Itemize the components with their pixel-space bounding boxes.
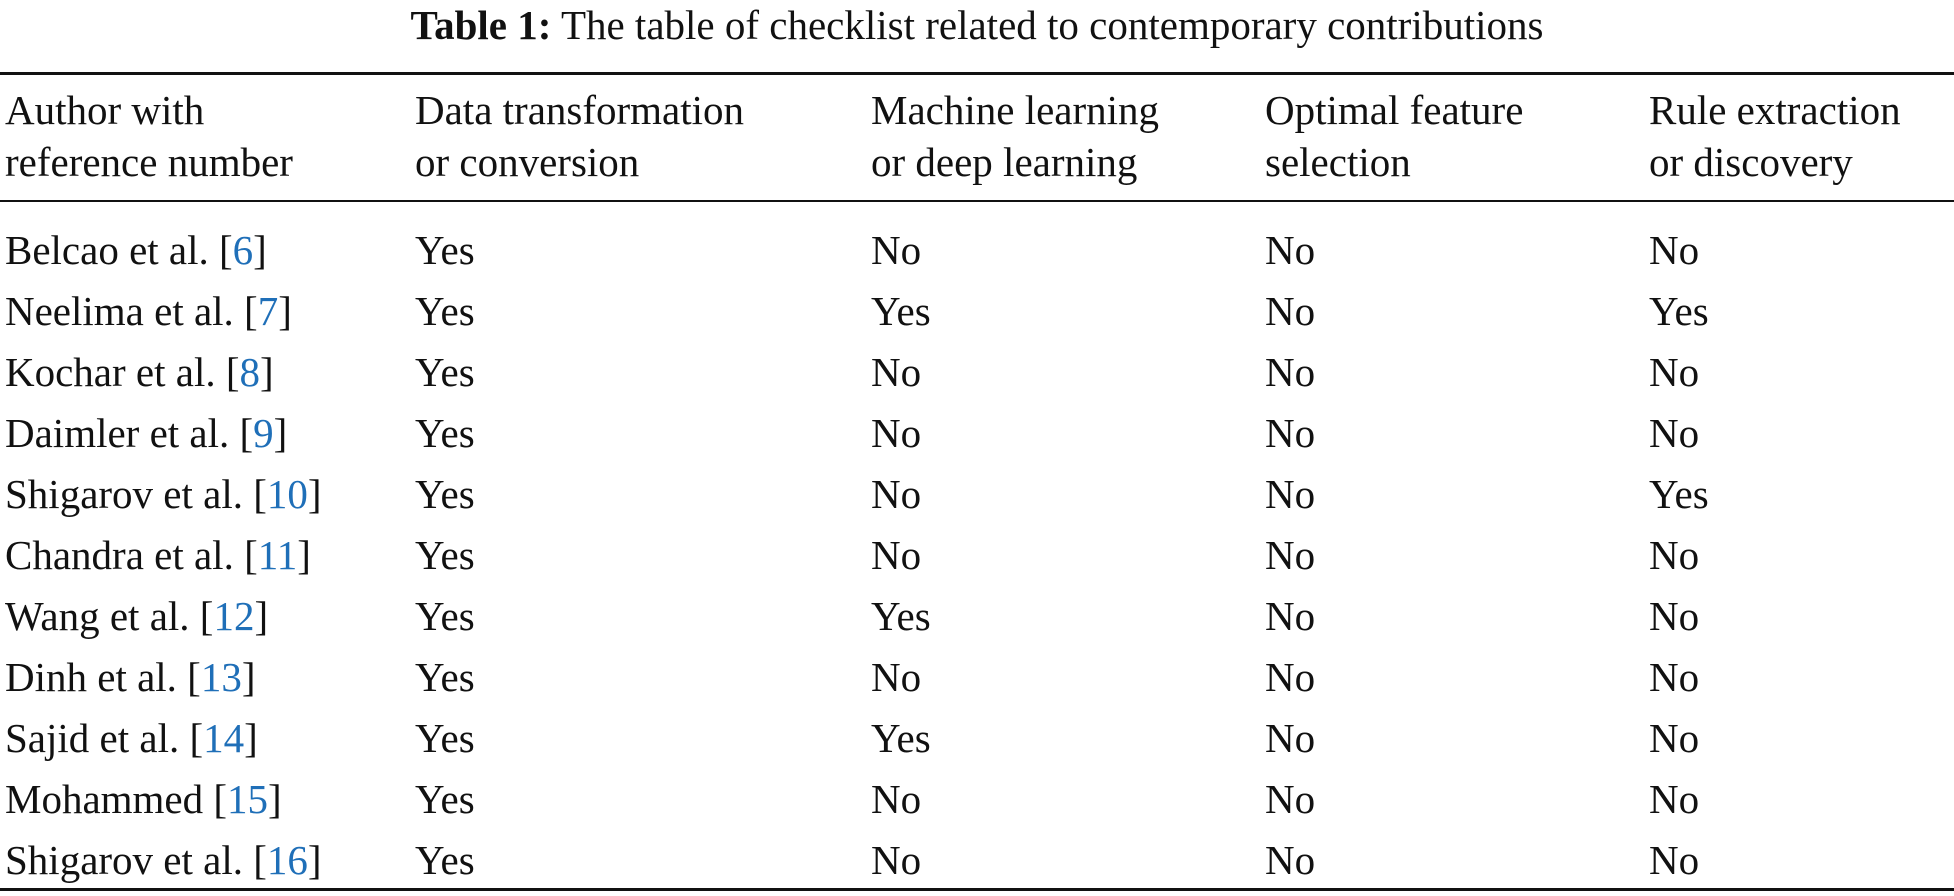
data-transformation-cell: Yes (415, 471, 475, 517)
header-rule-extraction (1644, 84, 1954, 202)
rule-extraction-cell: No (1649, 776, 1700, 822)
machine-learning-cell: No (871, 349, 922, 395)
author-name: Chandra et al. [ (5, 532, 258, 578)
optimal-feature-cell: No (1265, 471, 1316, 517)
table-row (0, 281, 1954, 342)
reference-bracket: ] (297, 532, 311, 578)
header-machine-learning (866, 84, 1260, 202)
machine-learning-cell: No (871, 471, 922, 517)
reference-bracket: ] (307, 837, 322, 883)
rule-extraction-cell: No (1649, 532, 1700, 578)
author-cell (0, 281, 410, 342)
reference-link[interactable]: 10 (266, 471, 308, 517)
header-data-transformation (410, 84, 866, 202)
header-optimal-feature-line-2: selection (1265, 139, 1411, 185)
machine-learning-cell: No (871, 410, 922, 456)
author-cell (0, 464, 410, 525)
reference-bracket: ] (260, 349, 274, 395)
reference-link[interactable]: 14 (203, 715, 245, 761)
reference-link[interactable]: 11 (257, 532, 298, 578)
reference-bracket: ] (244, 715, 258, 761)
rule-extraction-cell: No (1649, 227, 1700, 273)
header-data-transformation-line-2: or conversion (415, 139, 640, 185)
table-row (0, 708, 1954, 769)
reference-bracket: ] (273, 410, 288, 456)
author-cell (0, 403, 410, 464)
author-cell (0, 202, 410, 281)
data-transformation-cell: Yes (415, 532, 475, 578)
reference-link[interactable]: 9 (253, 410, 274, 456)
header-row (0, 84, 1954, 202)
reference-bracket: ] (268, 776, 282, 822)
table-row (0, 647, 1954, 708)
reference-bracket: ] (278, 288, 292, 334)
table-header-rule (0, 200, 1954, 202)
author-name: Wang et al. [ (5, 593, 214, 639)
machine-learning-cell: Yes (871, 715, 931, 761)
rule-extraction-cell: No (1649, 410, 1700, 456)
rule-extraction-cell: Yes (1649, 471, 1709, 517)
caption-text: The table of checklist related to contemporary contributions (560, 2, 1544, 48)
table-row (0, 342, 1954, 403)
rule-extraction-cell: Yes (1649, 288, 1709, 334)
optimal-feature-cell: No (1265, 288, 1316, 334)
machine-learning-cell: Yes (871, 593, 931, 639)
table-row (0, 586, 1954, 647)
table-top-rule (0, 72, 1954, 75)
data-transformation-cell: Yes (415, 715, 475, 761)
machine-learning-cell: No (871, 654, 922, 700)
machine-learning-cell: No (871, 776, 922, 822)
author-name: Mohammed [ (5, 776, 228, 822)
reference-link[interactable]: 15 (227, 776, 269, 822)
header-rule-extraction-line-1: Rule extraction (1649, 87, 1901, 133)
reference-link[interactable]: 6 (232, 227, 254, 273)
table-caption (0, 0, 1954, 50)
data-transformation-cell: Yes (415, 837, 475, 883)
machine-learning-cell: No (871, 837, 922, 883)
header-data-transformation-line-1: Data transformation (415, 87, 745, 133)
table-row (0, 403, 1954, 464)
author-name: Sajid et al. [ (5, 715, 204, 761)
rule-extraction-cell: No (1649, 715, 1700, 761)
optimal-feature-cell: No (1265, 349, 1316, 395)
header-optimal-feature-line-1: Optimal feature (1265, 87, 1524, 133)
optimal-feature-cell: No (1265, 715, 1316, 761)
optimal-feature-cell: No (1265, 410, 1316, 456)
author-name: Dinh et al. [ (5, 654, 201, 700)
reference-bracket: ] (253, 227, 267, 273)
header-rule-extraction-line-2: or discovery (1649, 139, 1853, 185)
table-row (0, 464, 1954, 525)
optimal-feature-cell: No (1265, 837, 1316, 883)
data-transformation-cell: Yes (415, 288, 475, 334)
data-transformation-cell: Yes (415, 349, 475, 395)
author-cell (0, 708, 410, 769)
optimal-feature-cell: No (1265, 532, 1316, 578)
reference-link[interactable]: 13 (200, 654, 242, 700)
data-transformation-cell: Yes (415, 410, 475, 456)
table-bottom-rule (0, 888, 1954, 891)
machine-learning-cell: No (871, 532, 922, 578)
rule-extraction-cell: No (1649, 593, 1700, 639)
checklist-table (0, 84, 1954, 891)
reference-link[interactable]: 7 (257, 288, 279, 334)
reference-bracket: ] (241, 654, 256, 700)
header-author-line-1: Author with (5, 87, 205, 133)
reference-link[interactable]: 16 (266, 837, 308, 883)
author-cell (0, 830, 410, 891)
header-machine-learning-line-1: Machine learning (871, 87, 1160, 133)
header-machine-learning-line-2: or deep learning (871, 139, 1138, 185)
author-name: Shigarov et al. [ (5, 837, 267, 883)
data-transformation-cell: Yes (415, 654, 475, 700)
reference-bracket: ] (307, 471, 322, 517)
data-transformation-cell: Yes (415, 776, 475, 822)
reference-link[interactable]: 8 (239, 349, 260, 395)
author-cell (0, 342, 410, 403)
header-optimal-feature (1260, 84, 1644, 202)
author-name: Daimler et al. [ (5, 410, 254, 456)
table-row (0, 769, 1954, 830)
optimal-feature-cell: No (1265, 776, 1316, 822)
author-cell (0, 586, 410, 647)
header-author-line-2: reference number (5, 139, 293, 185)
reference-link[interactable]: 12 (213, 593, 255, 639)
caption-label: Table 1: (410, 2, 552, 48)
optimal-feature-cell: No (1265, 227, 1316, 273)
data-transformation-cell: Yes (415, 227, 475, 273)
author-name: Neelima et al. [ (5, 288, 258, 334)
rule-extraction-cell: No (1649, 349, 1700, 395)
author-name: Shigarov et al. [ (5, 471, 267, 517)
author-cell (0, 769, 410, 830)
machine-learning-cell: Yes (871, 288, 931, 334)
rule-extraction-cell: No (1649, 837, 1700, 883)
header-author (0, 84, 410, 202)
table-row (0, 830, 1954, 891)
table-row (0, 202, 1954, 281)
author-name: Belcao et al. [ (5, 227, 233, 273)
machine-learning-cell: No (871, 227, 922, 273)
table-row (0, 525, 1954, 586)
optimal-feature-cell: No (1265, 593, 1316, 639)
rule-extraction-cell: No (1649, 654, 1700, 700)
table-body (0, 202, 1954, 891)
data-transformation-cell: Yes (415, 593, 475, 639)
author-name: Kochar et al. [ (5, 349, 240, 395)
optimal-feature-cell: No (1265, 654, 1316, 700)
reference-bracket: ] (254, 593, 269, 639)
author-cell (0, 525, 410, 586)
author-cell (0, 647, 410, 708)
